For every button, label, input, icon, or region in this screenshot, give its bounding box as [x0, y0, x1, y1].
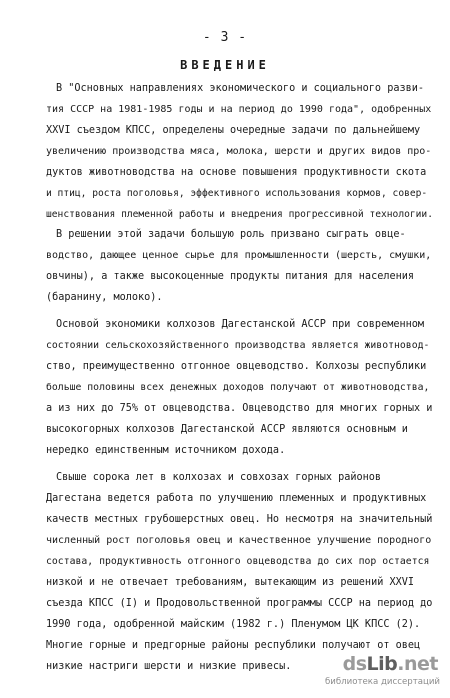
text-line: качеств местных грубошерстных овец. Но несмотря на значительный: [46, 514, 433, 525]
text-line: увеличению производства мяса, молока, шерсти и других видов про-: [46, 146, 432, 157]
text-line: низкой и не отвечает требованиям, вытекающим из решений XXVI: [46, 577, 415, 588]
text-line: больше половины всех денежных доходов получают от животноводства,: [46, 382, 430, 393]
text-line: Свыше сорока лет в колхозах и совхозах горных районов: [56, 472, 382, 483]
text-line: В "Основных направлениях экономического и социального разви-: [56, 83, 425, 94]
text-line: высокогорных колхозов Дагестанской АССР являются основным и: [46, 424, 408, 435]
watermark: [326, 653, 444, 693]
section-heading: ВВЕДЕНИЕ: [180, 58, 270, 72]
site-logo: [343, 653, 438, 675]
text-line: нередко единственным источником дохода.: [46, 445, 286, 456]
text-line: съезда КПСС (I) и Продовольственной программы СССР на период до: [46, 598, 433, 609]
text-line: XXVI съездом КПСС, определены очередные задачи по дальнейшему: [46, 125, 421, 136]
text-line: тия СССР на 1981-1985 годы и на период до 1990 года", одобренных: [46, 104, 432, 115]
text-line: водство, дающее ценное сырье для промышленности (шерсть, смушки,: [46, 250, 432, 261]
text-line: (баранину, молоко).: [46, 292, 163, 303]
text-line: шенствования племенной работы и внедрения прогрессивной технологии.: [46, 209, 433, 220]
text-line: состава, продуктивность отгонного овцеводства до сих пор остается: [46, 556, 430, 567]
text-line: а из них до 75% от овцеводства. Овцеводство для многих горных и: [46, 403, 433, 414]
text-line: ство, преимущественно отгонное овцеводство. Колхозы республики: [46, 361, 427, 372]
logo-ds: ds: [342, 653, 367, 675]
logo-net: .net: [397, 653, 438, 675]
text-line: состоянии сельскохозяйственного производства является животновод-: [46, 340, 430, 351]
text-line: 1990 года, одобренной майским (1982 г.) Пленумом ЦК КПСС (2).: [46, 619, 421, 630]
text-line: Дагестана ведется работа по улучшению племенных и продуктивных: [46, 493, 427, 504]
text-line: дуктов животноводства на основе повышения продуктивности скота: [46, 167, 427, 178]
site-tagline: библиотека диссертаций: [324, 677, 440, 687]
page-number: - 3 -: [202, 30, 248, 45]
logo-lib: Lib: [366, 653, 398, 675]
text-line: В решении этой задачи большую роль призвано сыграть овце-: [56, 229, 406, 240]
text-line: численный рост поголовья овец и качественное улучшение породного: [46, 535, 432, 546]
text-line: Многие горные и предгорные районы республики получают от овец: [46, 640, 421, 651]
text-line: овчины), а также высокоценные продукты питания для населения: [46, 271, 415, 282]
text-line: низкие настриги шерсти и низкие привесы.: [46, 661, 292, 672]
text-line: и птиц, роста поголовья, эффективного использования кормов, совер-: [46, 188, 428, 199]
text-line: Основой экономики колхозов Дагестанской АССР при современном: [56, 319, 425, 330]
